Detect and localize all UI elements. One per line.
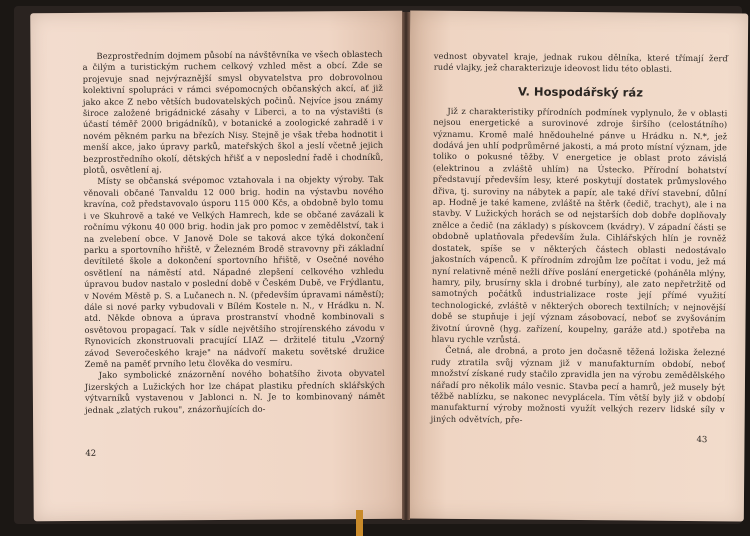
paragraph: Četná, ale drobná, a proto jen dočasně těžená ložiska železné rudy ztratila svůj význam již v manufakturním období, neboť množství získané rudy stačilo zpravidla jen na výrobu zemědělského nářadí pro několik málo vesnic. Stavba pecí a hamrů, jež musely být těžbě nablízku, se nakonec nevyplácela. Tím větší byly již v období manufakturní výroby možnosti využít velkých rezerv lidské síly v jiných odvětvích, pře- [430, 345, 726, 425]
open-book [14, 6, 742, 524]
page-number: 43 [696, 435, 708, 446]
paragraph: Již z charakteristiky přírodních podmínek vyplynulo, že v oblasti nejsou energetické a surovinové zdroje širšího (celostátního) významu. Kromě malé hnědouhelné pánve u Hrádku n. N.*, jež dodává jen uhlí podprůměrné jakosti, a má proto místní význam, jde toliko o pokusné těžby. V energetice je oblast proto závislá (elektrinou a zvláště uhlím) na Ústecko. Přírodní bohatství představují především lesy, které poskytují dostatek průmyslového dřiva, tj. suroviny na nábytek a papír, ale také dříví stavební, důlní ap. Hodně je také kamene, zvláště na štěrk (čedič, trachyt), ale i na stavby. V Lužických horách se od nejstarších dob dobře doplňovaly znělce a čedič (na základy) s pískovcem (kvádry). V západní části se obdobně uplatňovala především žula. Cihlářských hlín je rovněž dostatek, spíše se v některých částech oblasti nedostávalo jakostních vápenců. K přírodním zdrojům lze počítat i vodu, jež má nyní relativně méně nežli dříve poslání energetické (poháněla mlýny, hamry, pily, brusírny skla i drobné turbíny), ale zato nepřetržitě od samotných počátků industrializace roste její přímé využití technologické, zvláště v některých oborech textilních; v nejnovější době se stupňuje i její význam zásobovací, neboť se zvyšováním životní úrovně (hyg. zařízení, koupelny, garáže atd.) spotřeba na hlavu rychle vzrůstá. [431, 105, 728, 345]
paragraph: Místy se občanská svépomoc vztahovala i na objekty výroby. Tak věnovali občané Tanvaldu 12 000 brig. hodin na výstavbu nového kravína, což představovalo úsporu 115 000 Kčs, a obdobně bylo tomu i ve Skuhrově a také ve Velkých Hamrech, kde se občané zavázali k ročnímu výkonu 40 000 brig. hodin jak pro pomoc v zemědělství, tak i na zvelebení obce. V Janově Dole se taková akce týká dokončení parku a sportovního hřiště, v Železném Brodě stravovny při základní devítileté škole a dokončení sportovního hřiště, v Osečné nového osvětlení na náměstí atd. Nápadné zlepšení celkového vzhledu úpravou budov nastalo v poslední době v Českém Dubě, ve Frýdlantu, v Novém Městě p. S. a Lučanech n. N. (především úpravami náměstí); dále si nové parky vybudovali v Bílém Kostele n. N., v Hrádku n. N. atd. Někde obnova a úprava prostranství vhodně kombinovali s osvětovou propagací. Tak v sídle největšího strojírenského závodu v Rynovicích zkonstruovali pracující LIAZ — držitelé titulu „Vzorný závod Severočeského kraje" na nádvoří maketu sovětské družice Země na paměť prvního letu člověka do vesmíru. [83, 174, 385, 369]
left-page [30, 11, 406, 522]
paragraph: Bezprostředním dojmem působí na návštěvníka ve všech oblastech a čilým a turistickým ruchem celkový vzhled měst a obcí. Zde se projevuje snad nejvýraznější smysl obyvatelstva pro dobrovolnou kolektivní spolupráci v rámci svépomocných občanských akcí, ať již jako akce Z nebo větších budovatelských počinů. Nejvíce jsou známy široce založené brigádnické zásahy v Liberci, a to na výstavišti (s účastí téměř 2000 brigádníků), v botanické a zoologické zahradě i v novém pěkném parku na březích Nisy. Stejně je však třeba hodnotit i menší akce, jako úpravy parků, mateřských škol a jeslí včetně jejich bezprostředního okolí, dětských hřišť a v neposlední řadě i chodníků, plotů, osvětlení aj. [82, 48, 384, 176]
right-page-text [431, 51, 728, 428]
bookmark-ribbon [356, 510, 363, 536]
book-gutter [402, 12, 410, 520]
right-page [406, 11, 748, 522]
page-number: 42 [85, 448, 97, 459]
paragraph: Jako symbolické znázornění nového bohatšího života obyvatel Jizerských a Lužických hor lze chápat plastiku předních sklářských výtvarníků vystavenou v Jablonci n. N. Je to kombinovaný námět jednak „zlatých rukou", znázorňujících do- [84, 368, 385, 415]
paragraph-continuation: vednost obyvatel kraje, jednak rukou dělníka, které třímají žerď rudé vlajky, jež charakterizuje ideovost lidu této oblasti. [433, 50, 728, 75]
section-heading: V. Hospodářský ráz [517, 84, 644, 100]
left-page-text [82, 49, 385, 416]
